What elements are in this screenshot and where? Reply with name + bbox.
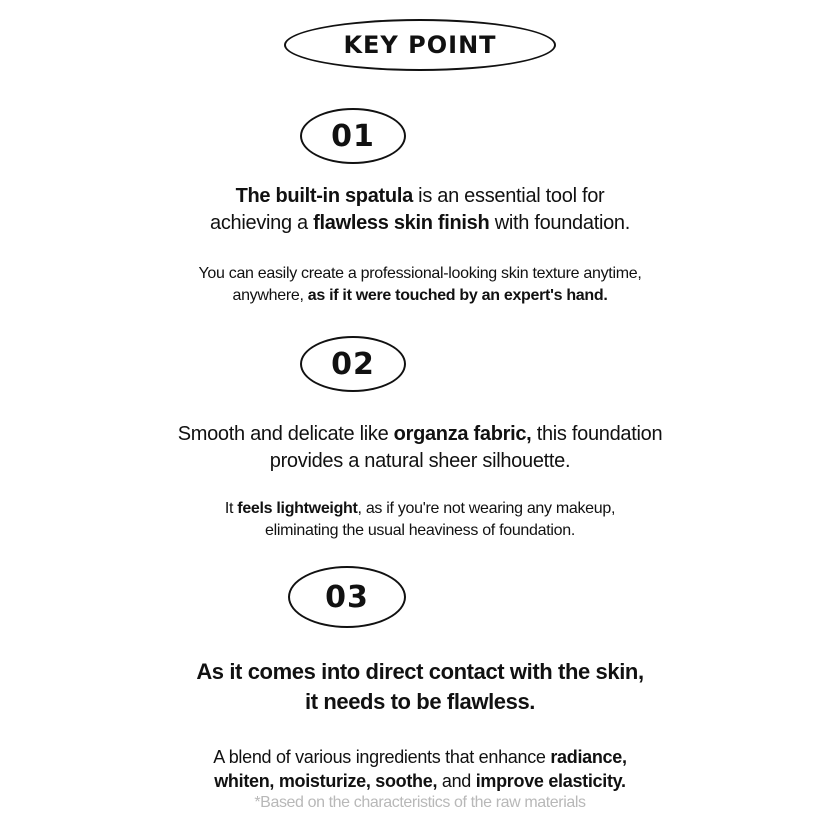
note-text: *Based on the characteristics of the raw materials [254,794,586,811]
bold-text: as if it were touched by an expert's hand. [307,287,608,304]
point-3-headline [0,657,840,717]
point-1-headline [0,183,840,237]
point-1-number: 01 [300,108,406,164]
point-3-detail-line-1 [0,745,840,769]
point-1-detail [0,263,840,307]
text: with foundation. [489,212,630,234]
text: eliminating the usual heaviness of foundation. [265,522,575,539]
point-2-detail-line-2 [0,520,840,542]
point-2-number: 02 [300,336,406,392]
bold-text: whiten, moisturize, soothe, [214,771,438,791]
point-1-detail-line-2 [0,285,840,307]
point-1-headline-line-1 [0,183,840,210]
point-2-headline-line-2 [0,448,840,475]
bold-text: organza fabric, [393,423,532,445]
point-2-detail [0,498,840,542]
text: anywhere, [232,287,308,304]
text: You can easily create a professional-looking skin texture anytime, [198,265,642,282]
text: Smooth and delicate like [177,423,394,445]
point-1-headline-line-2 [0,210,840,237]
bold-text: The built-in spatula [235,185,413,207]
point-3-detail-line-2 [0,769,840,793]
point-1-detail-line-1 [0,263,840,285]
raw-materials-note [0,792,840,814]
text: and [437,771,476,791]
bold-text: improve elasticity. [475,771,626,791]
point-2-headline-line-1 [0,421,840,448]
bold-text: As it comes into direct contact with the skin, [196,659,644,684]
key-point-title: KEY POINT [284,19,556,71]
text: A blend of various ingredients that enhance [213,747,551,767]
text: It [224,500,238,517]
text: achieving a [210,212,314,234]
bold-text: flawless skin finish [313,212,490,234]
text: this foundation [531,423,663,445]
bold-text: it needs to be flawless. [304,689,536,714]
point-3-number: 03 [288,566,406,628]
text: is an essential tool for [412,185,605,207]
text: , as if you're not wearing any makeup, [357,500,616,517]
point-2-headline [0,421,840,475]
point-3-headline-line-2 [0,687,840,717]
point-3-headline-line-1 [0,657,840,687]
point-3-detail [0,745,840,793]
point-2-detail-line-1 [0,498,840,520]
bold-text: feels lightweight [237,500,358,517]
text: provides a natural sheer silhouette. [269,450,571,472]
bold-text: radiance, [550,747,627,767]
